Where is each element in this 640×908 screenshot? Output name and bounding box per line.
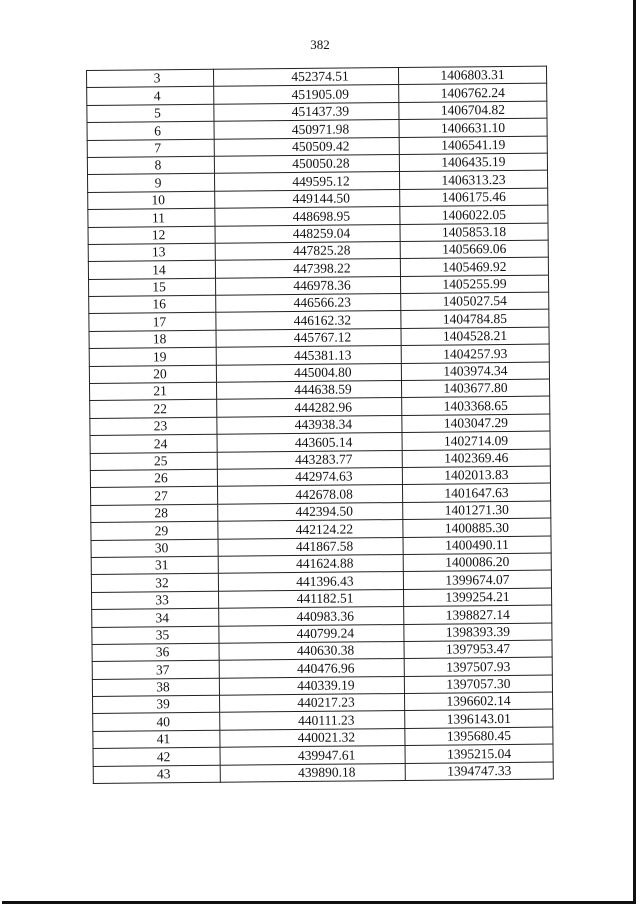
x-coordinate-cell: 441624.88 xyxy=(218,554,403,573)
y-coordinate-cell: 1403368.65 xyxy=(402,396,550,415)
point-number-cell: 22 xyxy=(90,400,217,419)
point-number-cell: 24 xyxy=(90,434,217,453)
page-number: 382 xyxy=(310,37,330,52)
x-coordinate-cell: 444282.96 xyxy=(217,398,402,417)
x-coordinate-cell: 448259.04 xyxy=(215,224,400,243)
y-coordinate-cell: 1398827.14 xyxy=(404,605,552,624)
point-number-cell: 31 xyxy=(91,556,218,575)
point-number-cell: 8 xyxy=(87,156,214,175)
point-number-cell: 5 xyxy=(87,104,214,123)
y-coordinate-cell: 1403974.34 xyxy=(401,362,549,381)
x-coordinate-cell: 442974.63 xyxy=(217,467,402,486)
point-number-cell: 36 xyxy=(92,643,219,662)
point-number-cell: 37 xyxy=(92,661,219,680)
point-number-cell: 23 xyxy=(90,417,217,436)
x-coordinate-cell: 446162.32 xyxy=(216,311,401,330)
x-coordinate-cell: 443605.14 xyxy=(217,433,402,452)
x-coordinate-cell: 449144.50 xyxy=(215,189,400,208)
point-number-cell: 29 xyxy=(91,521,218,540)
point-number-cell: 16 xyxy=(89,295,216,314)
coordinates-table-body xyxy=(87,66,554,783)
point-number-cell: 41 xyxy=(93,730,220,749)
point-number-cell: 3 xyxy=(87,69,214,88)
coordinates-table xyxy=(86,66,554,784)
point-number-cell: 15 xyxy=(89,278,216,297)
y-coordinate-cell: 1400490.11 xyxy=(403,536,551,555)
point-number-cell: 20 xyxy=(89,365,216,384)
y-coordinate-cell: 1404784.85 xyxy=(401,310,549,329)
x-coordinate-cell: 445004.80 xyxy=(216,363,401,382)
y-coordinate-cell: 1401271.30 xyxy=(403,501,551,520)
y-coordinate-cell: 1405669.06 xyxy=(400,240,548,259)
y-coordinate-cell: 1397953.47 xyxy=(404,640,552,659)
point-number-cell: 19 xyxy=(89,348,216,367)
point-number-cell: 30 xyxy=(91,539,218,558)
x-coordinate-cell: 450509.42 xyxy=(214,137,399,156)
point-number-cell: 26 xyxy=(90,469,217,488)
x-coordinate-cell: 450050.28 xyxy=(214,154,399,173)
y-coordinate-cell: 1399674.07 xyxy=(403,570,551,589)
y-coordinate-cell: 1405469.92 xyxy=(400,257,548,276)
point-number-cell: 38 xyxy=(92,678,219,697)
y-coordinate-cell: 1406631.10 xyxy=(399,118,547,137)
y-coordinate-cell: 1406803.31 xyxy=(398,66,546,85)
y-coordinate-cell: 1404528.21 xyxy=(401,327,549,346)
point-number-cell: 14 xyxy=(88,261,215,280)
y-coordinate-cell: 1398393.39 xyxy=(404,623,552,642)
y-coordinate-cell: 1396602.14 xyxy=(405,692,553,711)
y-coordinate-cell: 1397057.30 xyxy=(404,675,552,694)
y-coordinate-cell: 1405853.18 xyxy=(400,223,548,242)
x-coordinate-cell: 440111.23 xyxy=(220,711,405,730)
point-number-cell: 40 xyxy=(93,713,220,732)
point-number-cell: 6 xyxy=(87,121,214,140)
y-coordinate-cell: 1396143.01 xyxy=(405,710,553,729)
x-coordinate-cell: 439890.18 xyxy=(220,763,405,782)
y-coordinate-cell: 1401647.63 xyxy=(402,483,550,502)
point-number-cell: 43 xyxy=(93,765,220,784)
y-coordinate-cell: 1406313.23 xyxy=(399,170,547,189)
y-coordinate-cell: 1400086.20 xyxy=(403,553,551,572)
x-coordinate-cell: 443283.77 xyxy=(217,450,402,469)
x-coordinate-cell: 440339.19 xyxy=(219,676,404,695)
point-number-cell: 7 xyxy=(87,139,214,158)
point-number-cell: 33 xyxy=(92,591,219,610)
y-coordinate-cell: 1406704.82 xyxy=(399,101,547,120)
x-coordinate-cell: 445767.12 xyxy=(216,328,401,347)
x-coordinate-cell: 446566.23 xyxy=(216,294,401,313)
point-number-cell: 17 xyxy=(89,313,216,332)
point-number-cell: 28 xyxy=(91,504,218,523)
x-coordinate-cell: 444638.59 xyxy=(217,381,402,400)
x-coordinate-cell: 440217.23 xyxy=(220,694,405,713)
point-number-cell: 25 xyxy=(90,452,217,471)
point-number-cell: 18 xyxy=(89,330,216,349)
y-coordinate-cell: 1402369.46 xyxy=(402,449,550,468)
y-coordinate-cell: 1406762.24 xyxy=(399,83,547,102)
y-coordinate-cell: 1405027.54 xyxy=(401,292,549,311)
x-coordinate-cell: 447825.28 xyxy=(215,241,400,260)
y-coordinate-cell: 1400885.30 xyxy=(403,518,551,537)
y-coordinate-cell: 1395215.04 xyxy=(405,744,553,763)
x-coordinate-cell: 451437.39 xyxy=(214,102,399,121)
x-coordinate-cell: 447398.22 xyxy=(215,259,400,278)
point-number-cell: 9 xyxy=(88,174,215,193)
x-coordinate-cell: 440983.36 xyxy=(219,607,404,626)
y-coordinate-cell: 1403047.29 xyxy=(402,414,550,433)
x-coordinate-cell: 442394.50 xyxy=(218,502,403,521)
x-coordinate-cell: 450971.98 xyxy=(214,120,399,139)
y-coordinate-cell: 1406435.19 xyxy=(399,153,547,172)
x-coordinate-cell: 442124.22 xyxy=(218,520,403,539)
y-coordinate-cell: 1403677.80 xyxy=(401,379,549,398)
x-coordinate-cell: 439947.61 xyxy=(220,746,405,765)
y-coordinate-cell: 1394747.33 xyxy=(405,762,553,781)
point-number-cell: 39 xyxy=(93,695,220,714)
coordinates-table-wrapper xyxy=(86,66,553,784)
y-coordinate-cell: 1402714.09 xyxy=(402,431,550,450)
y-coordinate-cell: 1406022.05 xyxy=(400,205,548,224)
y-coordinate-cell: 1406541.19 xyxy=(399,136,547,155)
x-coordinate-cell: 440630.38 xyxy=(219,641,404,660)
y-coordinate-cell: 1395680.45 xyxy=(405,727,553,746)
x-coordinate-cell: 449595.12 xyxy=(215,172,400,191)
point-number-cell: 27 xyxy=(91,487,218,506)
x-coordinate-cell: 442678.08 xyxy=(218,485,403,504)
y-coordinate-cell: 1406175.46 xyxy=(400,188,548,207)
y-coordinate-cell: 1405255.99 xyxy=(400,275,548,294)
point-number-cell: 11 xyxy=(88,208,215,227)
point-number-cell: 10 xyxy=(88,191,215,210)
point-number-cell: 12 xyxy=(88,226,215,245)
point-number-cell: 42 xyxy=(93,747,220,766)
point-number-cell: 4 xyxy=(87,87,214,106)
x-coordinate-cell: 441867.58 xyxy=(218,537,403,556)
x-coordinate-cell: 440799.24 xyxy=(219,624,404,643)
x-coordinate-cell: 451905.09 xyxy=(214,85,399,104)
y-coordinate-cell: 1399254.21 xyxy=(403,588,551,607)
x-coordinate-cell: 443938.34 xyxy=(217,415,402,434)
x-coordinate-cell: 446978.36 xyxy=(216,276,401,295)
y-coordinate-cell: 1404257.93 xyxy=(401,344,549,363)
x-coordinate-cell: 445381.13 xyxy=(216,346,401,365)
table-row xyxy=(93,762,553,784)
point-number-cell: 21 xyxy=(90,382,217,401)
x-coordinate-cell: 441182.51 xyxy=(219,589,404,608)
x-coordinate-cell: 440476.96 xyxy=(219,659,404,678)
point-number-cell: 32 xyxy=(91,574,218,593)
y-coordinate-cell: 1402013.83 xyxy=(402,466,550,485)
x-coordinate-cell: 440021.32 xyxy=(220,728,405,747)
point-number-cell: 34 xyxy=(92,608,219,627)
x-coordinate-cell: 448698.95 xyxy=(215,207,400,226)
point-number-cell: 13 xyxy=(88,243,215,262)
x-coordinate-cell: 452374.51 xyxy=(213,68,398,87)
point-number-cell: 35 xyxy=(92,626,219,645)
x-coordinate-cell: 441396.43 xyxy=(218,572,403,591)
y-coordinate-cell: 1397507.93 xyxy=(404,657,552,676)
